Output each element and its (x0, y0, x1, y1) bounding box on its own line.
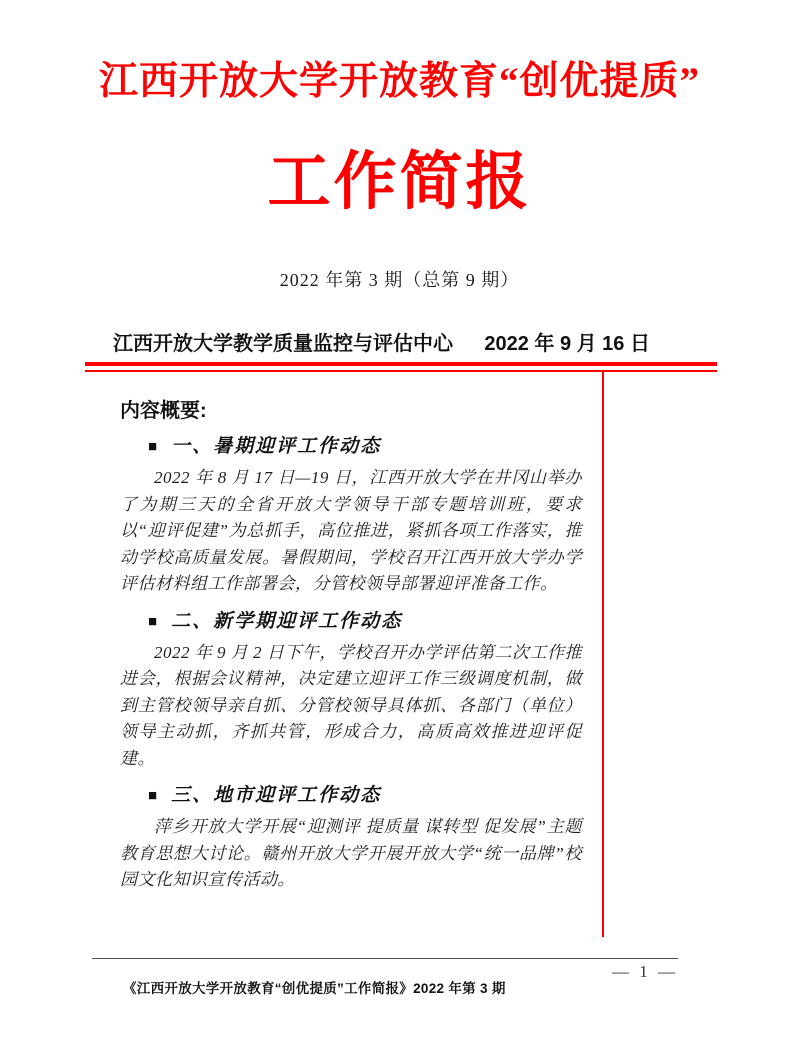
section-body: 2022 年 9 月 2 日下午，学校召开办学评估第二次工作推进会，根据会议精神，决定建立迎评工作三级调度机制，做到主管校领导亲自抓、分管校领导具体抓、各部门（单位）领导主动抓，齐抓共管，形成合力，高质高效推进迎评促建。 (120, 642, 582, 768)
section-new-term (120, 606, 582, 773)
square-bullet-icon: ■ (148, 613, 158, 630)
section-heading-text: 三、地市迎评工作动态 (171, 785, 382, 806)
square-bullet-icon: ■ (148, 788, 158, 804)
double-rule-thin (85, 370, 717, 372)
section-city (120, 780, 582, 894)
bulletin-title: 工作简报 (267, 147, 532, 217)
masthead-title: 江西开放大学开放教育“创优提质” (98, 60, 700, 103)
issuing-org: 江西开放大学教学质量监控与评估中心 (113, 333, 453, 355)
section-summer (120, 431, 582, 598)
page-number: — 1 — (612, 962, 678, 981)
content-area (120, 394, 582, 894)
section-heading (148, 431, 582, 458)
vertical-rule (602, 372, 604, 937)
section-heading (148, 780, 582, 807)
summary-heading: 内容概要: (120, 400, 207, 422)
section-heading-text: 一、暑期迎评工作动态 (171, 436, 382, 457)
square-bullet-icon: ■ (148, 439, 158, 455)
org-date-row (113, 327, 650, 356)
issue-line: 2022 年第 3 期（总第 9 期） (279, 270, 520, 290)
issue-date: 2022 年 9 月 16 日 (484, 333, 650, 355)
section-body: 2022 年 8 月 17 日—19 日，江西开放大学在井冈山举办了为期三天的全省开放大学领导干部专题培训班，要求以“迎评促建”为总抓手，高位推进，紧抓各项工作落实，推动学校高质量发展。暑假期间，学校召开江西开放大学办学评估材料组工作部署会，分管校领导部署迎评准备工作。 (120, 468, 582, 593)
section-heading (148, 606, 582, 633)
section-heading-text: 二、新学期迎评工作动态 (171, 610, 403, 632)
section-body: 萍乡开放大学开展“迎测评 提质量 谋转型 促发展”主题教育思想大讨论。赣州开放大学开展开放大学“统一品牌”校园文化知识宣传活动。 (120, 817, 582, 889)
footer-rule (92, 958, 678, 959)
double-rule-thick (85, 362, 717, 366)
footer-citation: 《江西开放大学开放教育“创优提质”工作简报》2022 年第 3 期 (123, 981, 506, 996)
